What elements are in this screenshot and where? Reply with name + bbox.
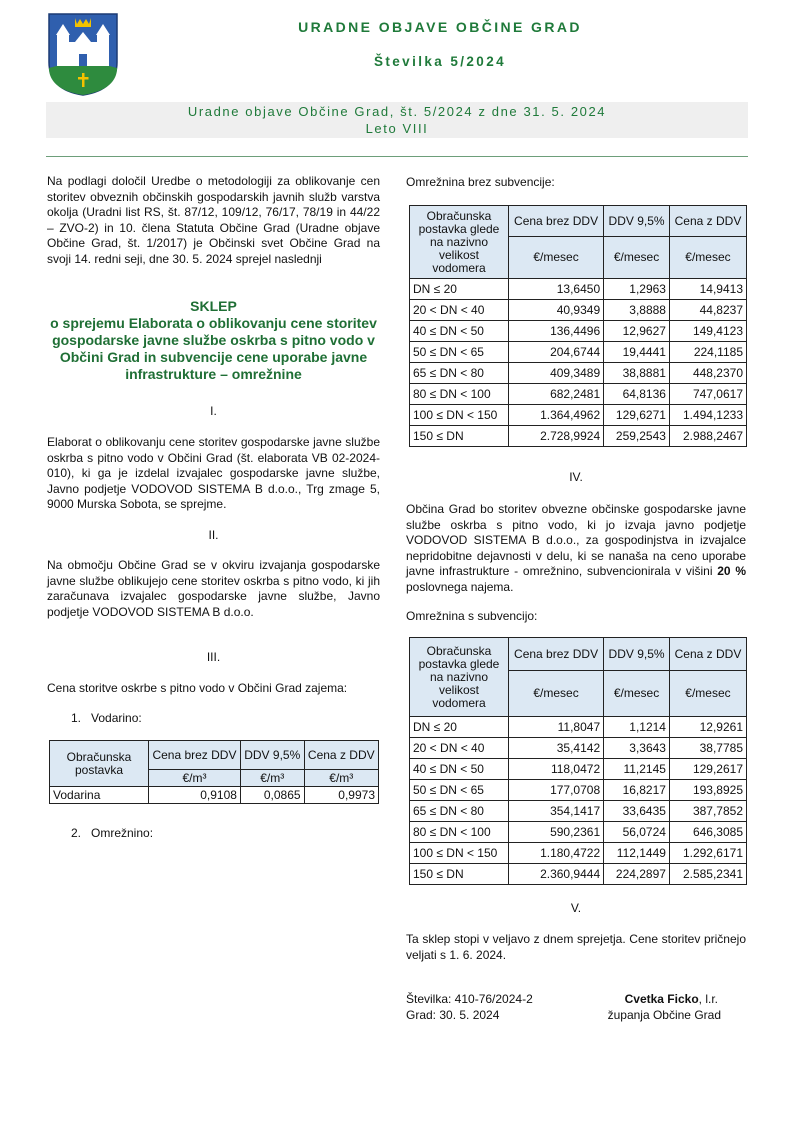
- cell-cenaz: 2.988,2467: [669, 426, 746, 447]
- col-header-cenaz: Cena z DDV: [669, 206, 746, 237]
- table-row: [410, 801, 747, 822]
- unit-cell: €/m³: [149, 770, 241, 787]
- section-4-number: IV.: [569, 470, 583, 484]
- section-1-number: I.: [210, 404, 217, 418]
- col-header-postavka: Obračunska postavka glede na nazivno velikost vodomera: [410, 638, 509, 717]
- list-item-omreznina: 2. Omrežnino:: [71, 826, 154, 840]
- row-label: 40 ≤ DN < 50: [410, 321, 509, 342]
- table-row: [410, 638, 747, 671]
- signatory-role: županja Občine Grad: [607, 1008, 721, 1022]
- vodarina-table: [49, 740, 379, 804]
- cell-cena: 136,4496: [509, 321, 604, 342]
- cell-cenaz: 387,7852: [669, 801, 746, 822]
- cell-ddv: 3,3643: [604, 738, 670, 759]
- issue-banner: [46, 102, 748, 138]
- table-row: [410, 300, 747, 321]
- cell-ddv: 19,4441: [604, 342, 670, 363]
- col-header-cenaz: Cena z DDV: [669, 638, 746, 671]
- table-row: [410, 864, 747, 885]
- row-label: 100 ≤ DN < 150: [410, 405, 509, 426]
- section-5-paragraph: Ta sklep stopi v veljavo z dnem sprejetja. Cene storitev pričnejo veljati s 1. 6. 2024.: [406, 932, 746, 962]
- table-row: [410, 738, 747, 759]
- unit-cell: €/mesec: [509, 237, 604, 279]
- document-number: Številka: 410-76/2024-2: [406, 992, 533, 1006]
- cell-ddv: 11,2145: [604, 759, 670, 780]
- cell-cena: 35,4142: [509, 738, 604, 759]
- cell-cenaz: 0,9973: [304, 787, 378, 804]
- col-header-postavka: Obračunska postavka glede na nazivno velikost vodomera: [410, 206, 509, 279]
- banner-line-1: Uradne objave Občine Grad, št. 5/2024 z dne 31. 5. 2024: [187, 104, 607, 119]
- row-label: 20 < DN < 40: [410, 738, 509, 759]
- table-row: [410, 384, 747, 405]
- cell-cenaz: 646,3085: [669, 822, 746, 843]
- unit-cell: €/m³: [240, 770, 304, 787]
- unit-cell: €/mesec: [604, 237, 670, 279]
- table-row: [50, 787, 379, 804]
- cell-cena: 13,6450: [509, 279, 604, 300]
- cell-cenaz: 129,2617: [669, 759, 746, 780]
- sklep-heading: [47, 298, 380, 383]
- cell-ddv: 3,8888: [604, 300, 670, 321]
- unit-cell: €/mesec: [509, 671, 604, 717]
- table-row: [410, 363, 747, 384]
- publication-title: URADNE OBJAVE OBČINE GRAD: [298, 19, 582, 35]
- cell-cena: 204,6744: [509, 342, 604, 363]
- unit-cell: €/mesec: [669, 671, 746, 717]
- table-row: [410, 843, 747, 864]
- cell-cenaz: 44,8237: [669, 300, 746, 321]
- section-3-number: III.: [206, 650, 221, 664]
- section-4-text-end: poslovnega najema.: [406, 579, 514, 594]
- table-1-title: Omrežnina brez subvencije:: [406, 175, 555, 189]
- cell-ddv: 16,8217: [604, 780, 670, 801]
- row-label: 65 ≤ DN < 80: [410, 801, 509, 822]
- col-header-postavka: Obračunska postavka: [50, 741, 149, 787]
- section-5-number: V.: [570, 901, 582, 915]
- section-4-paragraph: [406, 502, 746, 595]
- cell-cena: 1.364,4962: [509, 405, 604, 426]
- cell-cena: 0,9108: [149, 787, 241, 804]
- cell-cena: 11,8047: [509, 717, 604, 738]
- col-header-cena: Cena brez DDV: [149, 741, 241, 770]
- cell-cenaz: 149,4123: [669, 321, 746, 342]
- cell-ddv: 259,2543: [604, 426, 670, 447]
- cell-ddv: 0,0865: [240, 787, 304, 804]
- row-label: 80 ≤ DN < 100: [410, 822, 509, 843]
- banner-line-2: Leto VIII: [365, 121, 429, 136]
- unit-cell: €/mesec: [604, 671, 670, 717]
- cell-cenaz: 14,9413: [669, 279, 746, 300]
- table-row: [410, 759, 747, 780]
- unit-cell: €/mesec: [669, 237, 746, 279]
- coat-of-arms-icon: [47, 12, 119, 96]
- cell-cenaz: 1.494,1233: [669, 405, 746, 426]
- cell-ddv: 112,1449: [604, 843, 670, 864]
- document-date: Grad: 30. 5. 2024: [406, 1008, 500, 1022]
- table-row: [410, 405, 747, 426]
- cell-ddv: 1,1214: [604, 717, 670, 738]
- cell-cenaz: 448,2370: [669, 363, 746, 384]
- cell-ddv: 129,6271: [604, 405, 670, 426]
- row-label: 100 ≤ DN < 150: [410, 843, 509, 864]
- signatory-name: [560, 992, 718, 1008]
- cell-ddv: 33,6435: [604, 801, 670, 822]
- table-row: [410, 717, 747, 738]
- col-header-ddv: DDV 9,5%: [604, 638, 670, 671]
- row-label: 50 ≤ DN < 65: [410, 342, 509, 363]
- col-header-cena: Cena brez DDV: [509, 206, 604, 237]
- cell-cena: 354,1417: [509, 801, 604, 822]
- table-row: [410, 279, 747, 300]
- cell-cena: 682,2481: [509, 384, 604, 405]
- sklep-subtitle: o sprejemu Elaborata o oblikovanju cene storitev gospodarske javne službe oskrba s pitno vodo v Občini Grad in subvencije cene uporabe javne infrastrukture – omrežnine: [50, 315, 377, 382]
- table-2-title: Omrežnina s subvencijo:: [406, 609, 538, 623]
- cell-cenaz: 224,1185: [669, 342, 746, 363]
- omreznina-s-subvencijo-table: [409, 637, 747, 885]
- table-row: [410, 342, 747, 363]
- cell-cena: 2.360,9444: [509, 864, 604, 885]
- row-label: 50 ≤ DN < 65: [410, 780, 509, 801]
- list-item-vodarina: 1. Vodarino:: [71, 711, 142, 725]
- section-4-text: Občina Grad bo storitev obvezne občinske gospodarske javne službe oskrba s pitno vodo, ki jo izvaja javno podjetje VODOVOD SISTEMA B d.o.o., za gospodinjstva in izvajalce nepridobitne dejavnosti v delu, ki se nanaša na ceno uporabe javne infrastrukture - omrežnino, subvencionirala v višini: [406, 502, 746, 578]
- table-row: [410, 822, 747, 843]
- cell-cenaz: 38,7785: [669, 738, 746, 759]
- cell-cenaz: 1.292,6171: [669, 843, 746, 864]
- table-row: [410, 426, 747, 447]
- row-label: DN ≤ 20: [410, 279, 509, 300]
- cell-cenaz: 12,9261: [669, 717, 746, 738]
- cell-cenaz: 747,0617: [669, 384, 746, 405]
- table-row: [410, 780, 747, 801]
- intro-paragraph: Na podlagi določil Uredbe o metodologiji za oblikovanje cen storitev obveznih občinskih gospodarskih javnih služb varstva okolja (Uradni list RS, št. 87/12, 109/12, 76/17, 78/19 in 44/22 – ZVO-2) in 10. člena Statuta Občine Grad (Uradne objave Občine Grad, št. 1/2017) je Občinski svet Občine Grad na svoji 14. redni seji, dne 30. 5. 2024 sprejel naslednji: [47, 174, 380, 266]
- cell-ddv: 38,8881: [604, 363, 670, 384]
- cell-ddv: 12,9627: [604, 321, 670, 342]
- omreznina-brez-subvencije-table: [409, 205, 747, 447]
- row-label: 65 ≤ DN < 80: [410, 363, 509, 384]
- sklep-title: SKLEP: [190, 298, 237, 314]
- cell-ddv: 224,2897: [604, 864, 670, 885]
- cell-cenaz: 2.585,2341: [669, 864, 746, 885]
- signatory-name-bold: Cvetka Ficko: [624, 992, 699, 1006]
- cell-cena: 177,0708: [509, 780, 604, 801]
- unit-cell: €/m³: [304, 770, 378, 787]
- row-label: 150 ≤ DN: [410, 864, 509, 885]
- table-row: [410, 321, 747, 342]
- row-label: 80 ≤ DN < 100: [410, 384, 509, 405]
- row-label: 20 < DN < 40: [410, 300, 509, 321]
- table-row: [50, 741, 379, 770]
- section-2-paragraph: Na območju Občine Grad se v okviru izvajanja gospodarske javne službe oblikujejo cene storitev oskrba s pitno vodo, ki jih zaračunava izvajalec gospodarske javne službe, Javno podjetje VODOVOD SISTEMA B d.o.o.: [47, 558, 380, 619]
- header-divider: [46, 156, 748, 157]
- row-label: 40 ≤ DN < 50: [410, 759, 509, 780]
- cell-ddv: 1,2963: [604, 279, 670, 300]
- cell-cena: 1.180,4722: [509, 843, 604, 864]
- cell-cena: 118,0472: [509, 759, 604, 780]
- col-header-ddv: DDV 9,5%: [240, 741, 304, 770]
- row-label: 150 ≤ DN: [410, 426, 509, 447]
- issue-number: Številka 5/2024: [373, 54, 507, 69]
- cell-cena: 409,3489: [509, 363, 604, 384]
- signatory-suffix: , l.r.: [698, 992, 718, 1006]
- section-2-number: II.: [208, 528, 219, 542]
- col-header-ddv: DDV 9,5%: [604, 206, 670, 237]
- cell-cenaz: 193,8925: [669, 780, 746, 801]
- section-1-paragraph: Elaborat o oblikovanju cene storitev gospodarske javne službe oskrba s pitno vodo v Občini Grad (št. elaborata VB 02-2024-010), ki ga je izdelal izvajalec gospodarske javne službe, Javno podjetje VODOVOD SISTEMA B d.o.o., Trg zmage 5, 9000 Murska Sobota, se sprejme.: [47, 435, 380, 511]
- row-label: Vodarina: [50, 787, 149, 804]
- table-row: [410, 206, 747, 237]
- subsidy-percent: 20 %: [717, 564, 746, 578]
- cell-ddv: 64,8136: [604, 384, 670, 405]
- cell-ddv: 56,0724: [604, 822, 670, 843]
- cell-cena: 40,9349: [509, 300, 604, 321]
- row-label: DN ≤ 20: [410, 717, 509, 738]
- col-header-cenaz: Cena z DDV: [304, 741, 378, 770]
- cell-cena: 2.728,9924: [509, 426, 604, 447]
- cell-cena: 590,2361: [509, 822, 604, 843]
- col-header-cena: Cena brez DDV: [509, 638, 604, 671]
- section-3-paragraph: Cena storitve oskrbe s pitno vodo v Občini Grad zajema:: [47, 681, 348, 695]
